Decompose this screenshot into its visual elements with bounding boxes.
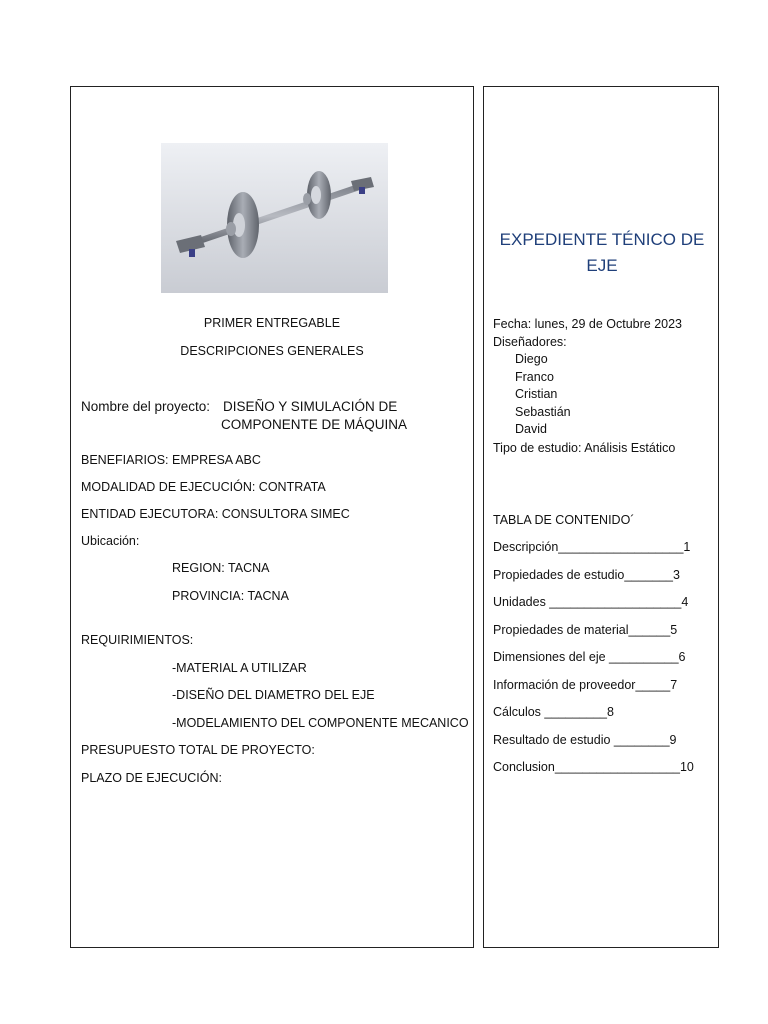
disenador-name: Diego (515, 352, 548, 366)
disenador-name: Cristian (515, 387, 558, 401)
region-text: REGION: TACNA (172, 561, 270, 575)
disenador-name: Franco (515, 370, 554, 384)
heading-primer-entregable: PRIMER ENTREGABLE (203, 316, 341, 330)
provincia-text: PROVINCIA: TACNA (172, 589, 289, 603)
disenadores-label: Diseñadores: (493, 335, 567, 349)
modalidad-text: MODALIDAD DE EJECUCIÓN: CONTRATA (81, 480, 326, 494)
toc-item: Unidades ___________________4 (493, 595, 689, 609)
heading-descripciones-generales: DESCRIPCIONES GENERALES (180, 344, 364, 358)
shaft-render-image (161, 143, 388, 293)
toc-item: Cálculos _________8 (493, 705, 614, 719)
left-panel (70, 86, 474, 948)
fecha-text: Fecha: lunes, 29 de Octubre 2023 (493, 317, 683, 331)
disenador-name: Sebastián (515, 405, 571, 419)
project-name-line1: DISEÑO Y SIMULACIÓN DE (223, 399, 398, 414)
requerimiento-item: -DISEÑO DEL DIAMETRO DEL EJE (172, 688, 375, 702)
project-name-label: Nombre del proyecto: (81, 399, 211, 414)
plazo-text: PLAZO DE EJECUCIÓN: (81, 771, 222, 785)
toc-item: Resultado de estudio ________9 (493, 733, 677, 747)
beneficiarios-text: BENEFIARIOS: EMPRESA ABC (81, 453, 261, 467)
toc-item: Descripción__________________1 (493, 540, 691, 554)
toc-item: Propiedades de material______5 (493, 623, 678, 637)
entidad-text: ENTIDAD EJECUTORA: CONSULTORA SIMEC (81, 507, 350, 521)
requerimiento-item: -MATERIAL A UTILIZAR (172, 661, 307, 675)
tipo-estudio-text: Tipo de estudio: Análisis Estático (493, 441, 676, 455)
project-name-line2: COMPONENTE DE MÁQUINA (221, 417, 408, 432)
disenador-name: David (515, 422, 547, 436)
requerimientos-label: REQUIRIMIENTOS: (81, 633, 194, 647)
ubicacion-label: Ubicación: (81, 534, 140, 548)
toc-item: Propiedades de estudio_______3 (493, 568, 680, 582)
toc-title: TABLA DE CONTENIDO´ (493, 513, 635, 527)
document-title: EXPEDIENTE TÉNICO DE EJE (499, 230, 705, 275)
requerimiento-item: -MODELAMIENTO DEL COMPONENTE MECANICO (172, 716, 469, 730)
toc-item: Conclusion__________________10 (493, 760, 694, 774)
presupuesto-text: PRESUPUESTO TOTAL DE PROYECTO: (81, 743, 315, 757)
right-panel (483, 86, 719, 948)
toc-item: Información de proveedor_____7 (493, 678, 678, 692)
toc-item: Dimensiones del eje __________6 (493, 650, 686, 664)
